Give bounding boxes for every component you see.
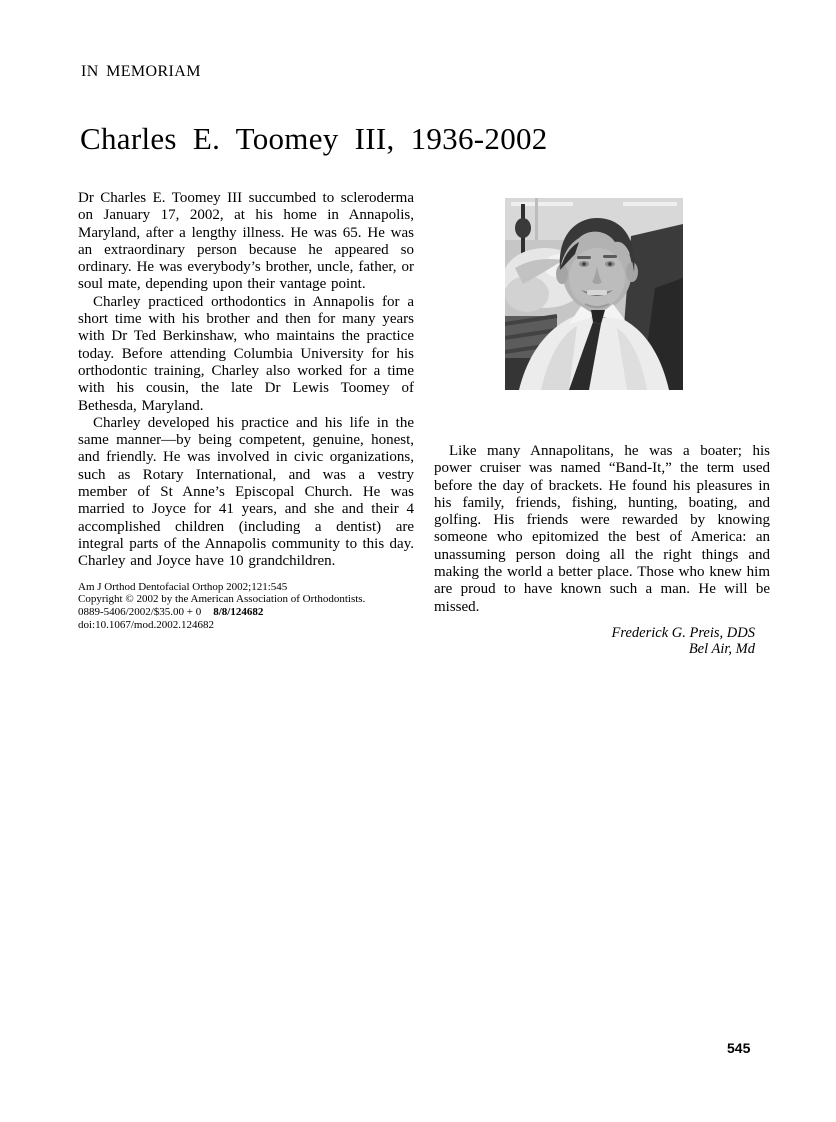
citation-block bbox=[78, 581, 414, 632]
page-title: Charles E. Toomey III, 1936-2002 bbox=[80, 121, 548, 156]
citation-issn-line bbox=[78, 606, 414, 619]
right-column bbox=[434, 190, 770, 657]
left-column bbox=[78, 190, 414, 657]
citation-copyright-line: Copyright © 2002 by the American Association of Orthodontists. bbox=[78, 593, 366, 606]
article-columns bbox=[78, 190, 770, 657]
paragraph-1: Dr Charles E. Toomey III succumbed to scleroderma on January 17, 2002, at his home in Annapolis, Maryland, after a lengthy illness. He was 65. He was an extraordinary person because he appeared so ordinary. He was everybody’s brother, uncle, father, or soul mate, depending upon their vantage point. bbox=[78, 190, 414, 293]
citation-code: 8/8/124682 bbox=[213, 606, 264, 619]
signature-block bbox=[434, 625, 770, 657]
citation-doi-line: doi:10.1067/mod.2002.124682 bbox=[78, 618, 214, 631]
signature-location: Bel Air, Md bbox=[688, 640, 755, 657]
citation-issn: 0889-5406/2002/$35.00 + 0 bbox=[78, 606, 202, 619]
section-kicker: IN MEMORIAM bbox=[81, 63, 201, 80]
paragraph-right: Like many Annapolitans, he was a boater; his power cruiser was named “Band-It,” the term used before the day of brackets. He found his pleasures in his family, friends, fishing, hunting, boating, and golfing. His friends were rewarded by knowing someone who epitomized the best of America: an unassuming person doing all the right things and making the world a better place. Those who knew him are proud to have known such a man. He will be missed. bbox=[434, 443, 770, 615]
signature-name: Frederick G. Preis, DDS bbox=[611, 624, 755, 641]
portrait-photo bbox=[505, 198, 683, 390]
paragraph-2: Charley practiced orthodontics in Annapolis for a short time with his brother and then for many years with Dr Ted Berkinshaw, who maintains the practice today. Before attending Columbia University for his orthodontic training, Charley also worked for a time with his cousin, the late Dr Lewis Toomey of Bethesda, Maryland. bbox=[78, 293, 414, 414]
page-number: 545 bbox=[727, 1040, 751, 1056]
citation-journal-line: Am J Orthod Dentofacial Orthop 2002;121:545 bbox=[78, 580, 288, 593]
paragraph-3: Charley developed his practice and his life in the same manner—by being competent, genuine, honest, and friendly. He was involved in civic organizations, such as Rotary International, and was a vestry member of St Anne’s Episcopal Church. He was married to Joyce for 41 years, and she and their 4 accomplished children (including a dentist) are integral parts of the Annapolis community to this day. Charley and Joyce have 10 grandchildren. bbox=[78, 414, 414, 570]
